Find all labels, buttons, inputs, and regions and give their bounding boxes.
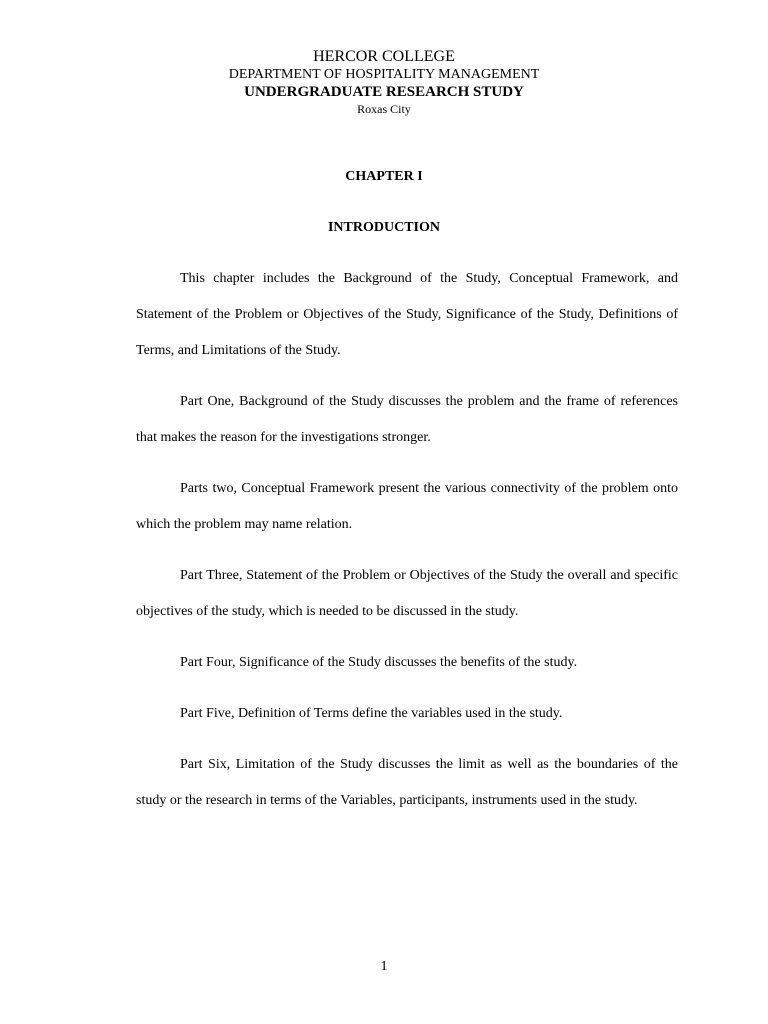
paragraph-part-four: Part Four, Significance of the Study discusses the benefits of the study. (180, 655, 578, 670)
paragraph-part-two: Parts two, Conceptual Framework present the various connectivity of the problem onto which the problem may name relation. (136, 481, 678, 532)
study-type: UNDERGRADUATE RESEARCH STUDY (244, 84, 524, 100)
department-name: DEPARTMENT OF HOSPITALITY MANAGEMENT (228, 67, 540, 82)
paragraph-part-five: Part Five, Definition of Terms define the variables used in the study. (180, 706, 563, 721)
paragraph-part-six: Part Six, Limitation of the Study discusses the limit as well as the boundaries of the study or the research in terms of the Variables, participants, instruments used in the study. (136, 757, 678, 808)
chapter-title: INTRODUCTION (327, 220, 440, 235)
document-header (0, 47, 768, 117)
chapter-number: CHAPTER I (345, 169, 423, 184)
paragraph-part-one: Part One, Background of the Study discusses the problem and the frame of references that makes the reason for the investigations stronger. (136, 394, 678, 445)
college-name: HERCOR COLLEGE (313, 48, 455, 65)
paragraph-overview: This chapter includes the Background of the Study, Conceptual Framework, and Statement of the Problem or Objectives of the Study, Significance of the Study, Definitions of Terms, and Limitations of the Study. (136, 271, 678, 358)
city-name: Roxas City (357, 102, 411, 116)
page-number: 1 (380, 959, 388, 974)
paragraph-part-three: Part Three, Statement of the Problem or Objectives of the Study the overall and specific objectives of the study, which is needed to be discussed in the study. (136, 568, 678, 619)
